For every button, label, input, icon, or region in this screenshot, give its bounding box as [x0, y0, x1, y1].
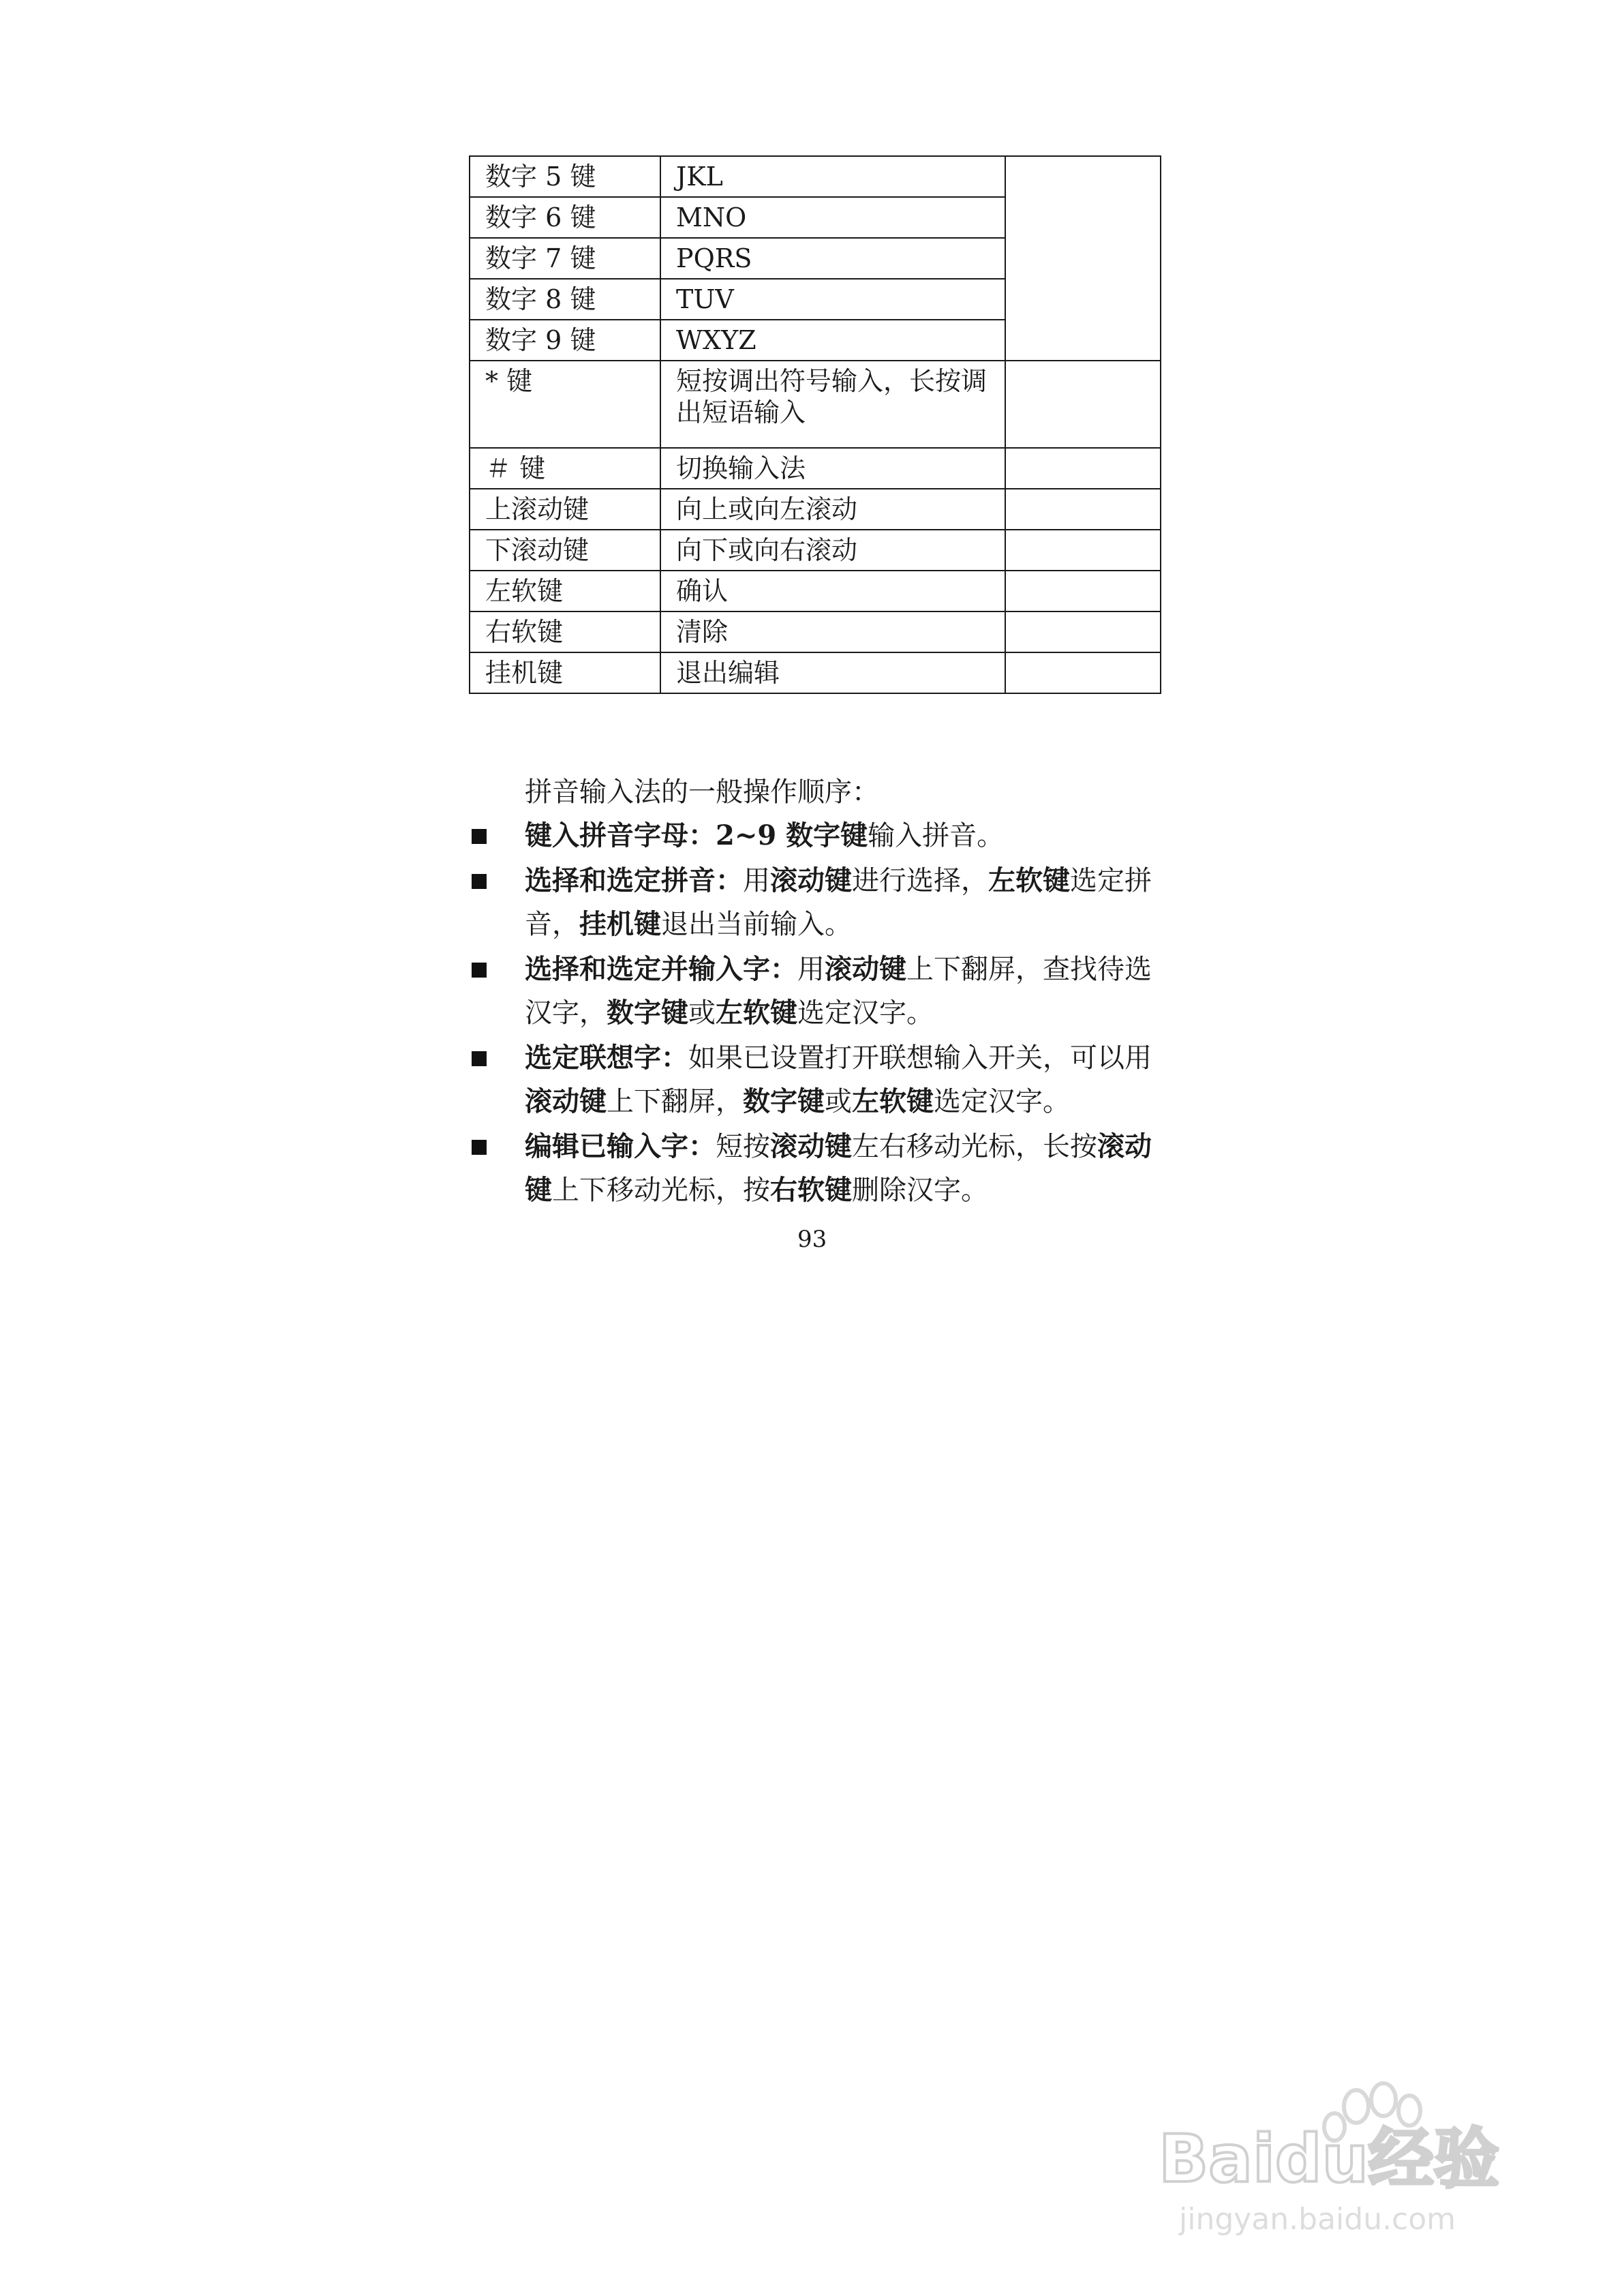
key-function-table: [469, 155, 1161, 694]
step-text: 输入拼音。: [868, 820, 1005, 851]
note-cell: [1005, 530, 1161, 571]
step-text: 上下翻屏，查找待选汉字，: [525, 954, 1152, 1029]
step-text: 用: [743, 865, 770, 896]
list-item: [463, 814, 1165, 858]
note-cell: [1005, 156, 1161, 361]
key-cell: 数字 9 键: [470, 320, 660, 361]
function-cell: 向下或向右滚动: [660, 530, 1005, 571]
step-text: 选定拼音，: [525, 865, 1152, 940]
square-bullet-icon: [472, 1051, 487, 1066]
bold-term: 滚动键: [525, 1085, 607, 1117]
baidu-jingyan-watermark-logo: [1152, 2079, 1533, 2243]
table-row: [470, 489, 1161, 530]
step-text: 选定汉字。: [934, 1086, 1070, 1117]
bold-term: 滚动键: [525, 1130, 1152, 1206]
step-heading: 选定联想字：: [525, 1042, 688, 1074]
key-cell: 数字 6 键: [470, 197, 660, 238]
function-cell: MNO: [660, 197, 1005, 238]
note-cell: [1005, 489, 1161, 530]
function-cell: WXYZ: [660, 320, 1005, 361]
list-item: [463, 1125, 1165, 1212]
function-cell: 向上或向左滚动: [660, 489, 1005, 530]
function-cell: 切换输入法: [660, 448, 1005, 489]
note-cell: [1005, 448, 1161, 489]
function-cell: 清除: [660, 611, 1005, 652]
function-cell: 退出编辑: [660, 652, 1005, 693]
bold-term: 滚动键: [770, 1130, 852, 1162]
key-cell: * 键: [470, 361, 660, 448]
function-cell: 确认: [660, 571, 1005, 611]
step-heading: 编辑已输入字：: [525, 1130, 716, 1162]
list-item: [463, 948, 1165, 1035]
bold-term: 右软键: [770, 1174, 852, 1206]
step-text: 或: [825, 1086, 852, 1117]
step-text: 如果已设置打开联想输入开关，可以用: [688, 1042, 1152, 1074]
key-cell: 左软键: [470, 571, 660, 611]
table-row: [470, 156, 1161, 197]
watermark-url: jingyan.baidu.com: [1179, 2202, 1456, 2237]
square-bullet-icon: [472, 1140, 487, 1155]
key-cell: 数字 7 键: [470, 238, 660, 279]
note-cell: [1005, 571, 1161, 611]
key-cell: 上滚动键: [470, 489, 660, 530]
bold-term: 数字键: [607, 997, 688, 1029]
bold-term: 滚动键: [770, 864, 852, 896]
note-cell: [1005, 611, 1161, 652]
step-text: 或: [688, 997, 716, 1029]
step-text: 上下翻屏，: [607, 1086, 743, 1117]
step-text: 删除汉字。: [852, 1175, 988, 1206]
square-bullet-icon: [472, 874, 487, 889]
list-item: [463, 859, 1165, 946]
watermark-brand: Baidu经验: [1159, 2121, 1499, 2197]
step-text: 用: [797, 954, 825, 985]
note-cell: [1005, 361, 1161, 448]
step-list: [463, 814, 1165, 1213]
step-heading: 选择和选定并输入字：: [525, 953, 797, 985]
key-cell: 数字 5 键: [470, 156, 660, 197]
key-cell: 数字 8 键: [470, 279, 660, 320]
key-cell: 右软键: [470, 611, 660, 652]
step-heading: 键入拼音字母：: [525, 819, 716, 851]
bold-term: 2~9 数字键: [716, 819, 868, 851]
table-row: [470, 652, 1161, 693]
step-text: 退出当前输入。: [661, 909, 852, 940]
square-bullet-icon: [472, 829, 487, 844]
step-text: 上下移动光标，按: [552, 1175, 770, 1206]
bold-term: 左软键: [852, 1085, 934, 1117]
square-bullet-icon: [472, 963, 487, 978]
intro-text: 拼音输入法的一般操作顺序：: [525, 776, 879, 808]
table-row: [470, 361, 1161, 448]
step-text: 左右移动光标，长按: [852, 1131, 1097, 1162]
note-cell: [1005, 652, 1161, 693]
function-cell: PQRS: [660, 238, 1005, 279]
bold-term: 左软键: [988, 864, 1070, 896]
step-text: 短按: [716, 1131, 770, 1162]
bold-term: 滚动键: [825, 953, 906, 985]
function-cell: JKL: [660, 156, 1005, 197]
page-number: 93: [797, 1226, 827, 1253]
key-cell: 下滚动键: [470, 530, 660, 571]
key-cell: 挂机键: [470, 652, 660, 693]
key-cell: ＃ 键: [470, 448, 660, 489]
table-row: [470, 448, 1161, 489]
step-text: 进行选择，: [852, 865, 988, 896]
bold-term: 挂机键: [579, 908, 661, 940]
function-cell: TUV: [660, 279, 1005, 320]
table-row: [470, 611, 1161, 652]
table-row: [470, 530, 1161, 571]
bold-term: 左软键: [716, 997, 797, 1029]
list-item: [463, 1036, 1165, 1123]
function-cell: 短按调出符号输入，长按调出短语输入: [660, 361, 1005, 448]
step-heading: 选择和选定拼音：: [525, 864, 743, 896]
bold-term: 数字键: [743, 1085, 825, 1117]
table-row: [470, 571, 1161, 611]
step-text: 选定汉字。: [797, 997, 934, 1029]
